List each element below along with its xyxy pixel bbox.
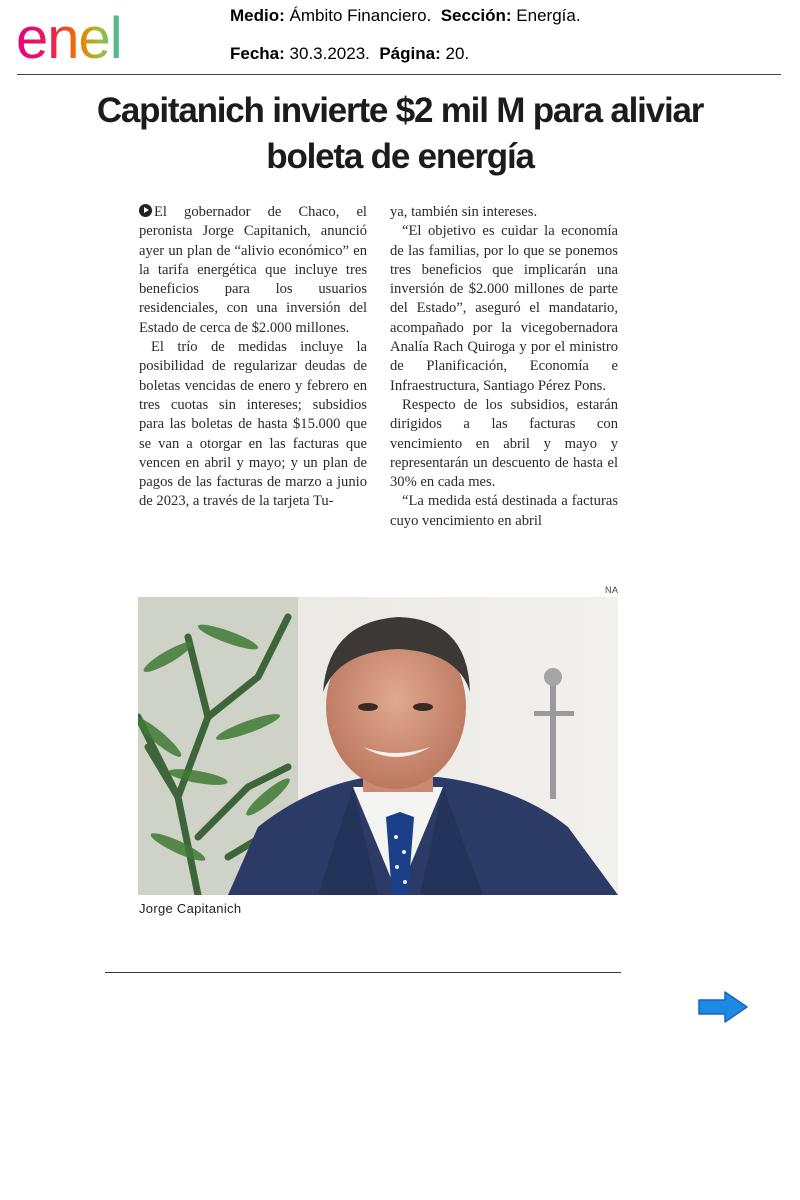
paragraph: “La medida está destinada a facturas cuyo vencimiento en abril [390, 493, 618, 529]
article-column-2 [390, 203, 618, 531]
headline-line-2: boleta de energía [266, 137, 534, 176]
portrait-photo [138, 597, 618, 895]
headline-line-1: Capitanich invierte $2 mil M para aliviar [96, 91, 704, 130]
pagina-value: 20. [445, 44, 470, 63]
article-column-1 [139, 203, 367, 512]
paragraph: Respecto de los subsidios, estarán dirigidos a las facturas con vencimiento en abril y mayo y representarán un descuento de hasta el 30% en cada mes. [390, 396, 618, 491]
paragraph: “El objetivo es cuidar la economía de las familias, por lo que se ponemos tres beneficios que implicarán una inversión de $2.000 millones de parte del Estado”, aseguró el mandatario, acompañado por la vicegobernadora Analía Rach Quiroga y por el ministro de Planificación, Economía e Infraestructura, Santiago Pérez Pons. [390, 223, 618, 394]
right-arrow-icon[interactable] [697, 990, 749, 1024]
paragraph: El trío de medidas incluye la posibilidad de regularizar deudas de boletas vencidas de enero y febrero en tres cuotas sin intereses; subsidios para las boletas de hasta $15.000 que se van a otorgar en las facturas que vencen en abril y mayo; y un plan de pagos de las facturas de marzo a junio de 2023, a través de la tarjeta Tu- [139, 339, 367, 510]
pagina-label: Página: [379, 44, 441, 63]
header-divider [17, 74, 781, 75]
meta-line-fecha [230, 44, 469, 64]
meta-line-medio [230, 6, 581, 26]
paragraph [139, 203, 367, 338]
fecha-value: 30.3.2023. [289, 44, 370, 63]
medio-value: Ámbito Financiero. [289, 6, 432, 25]
play-bullet-icon [139, 204, 152, 217]
paragraph-text: El gobernador de Chaco, el peronista Jorge Capitanich, anunció ayer un plan de “alivio económico” en la tarifa energética que incluye tres beneficios para los usuarios residenciales, con una inversión del Estado de cerca de $2.000 millones. [139, 204, 367, 336]
footer-divider [105, 972, 621, 973]
photo-credit: NA [605, 585, 619, 595]
photo-caption: Jorge Capitanich [139, 901, 242, 916]
medio-label: Medio: [230, 6, 285, 25]
seccion-label: Sección: [440, 6, 512, 25]
svg-text:enel: enel [16, 8, 122, 66]
fecha-label: Fecha: [230, 44, 285, 63]
article-headline [40, 88, 760, 180]
seccion-value: Energía. [516, 6, 581, 25]
paragraph: ya, también sin intereses. [390, 204, 538, 220]
enel-logo [16, 8, 181, 66]
